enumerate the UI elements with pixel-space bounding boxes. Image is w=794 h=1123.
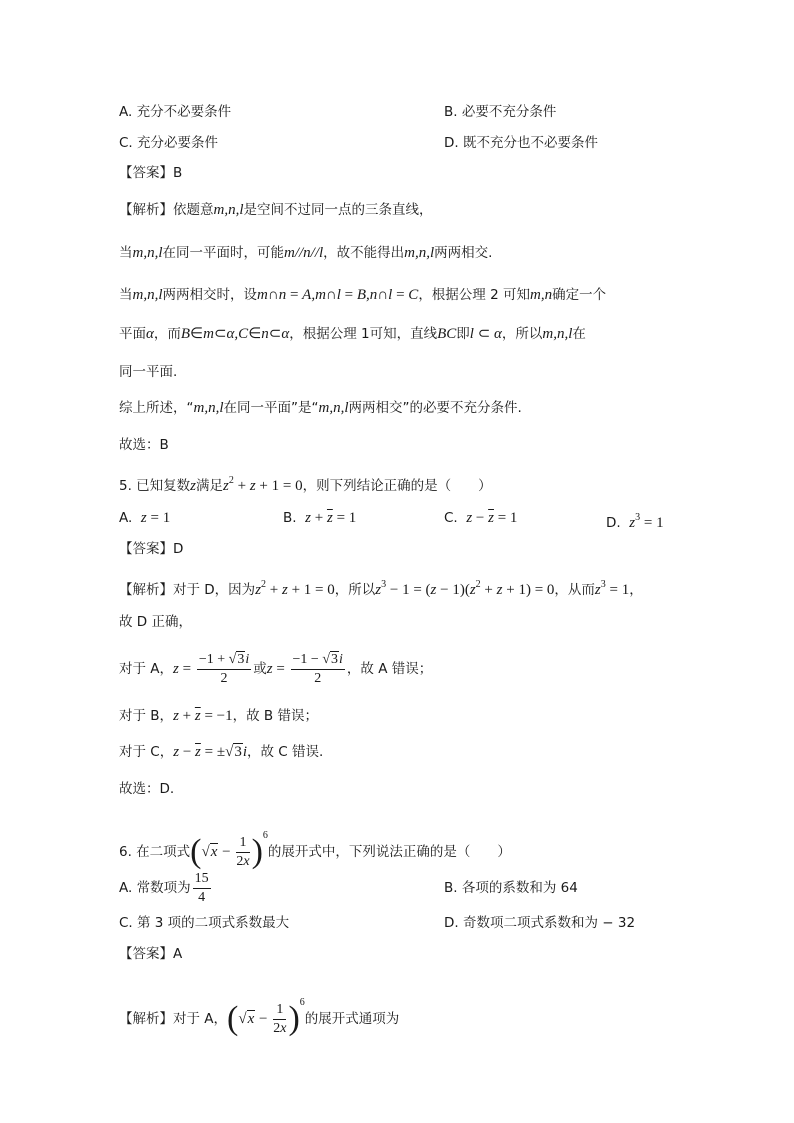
text: 平面 [119,326,146,342]
text: 两两相交”的必要不充分条件. [348,400,522,416]
text: ，从而 [554,582,595,598]
q4-analysis-line4: 平面α，而B∈m⊂α,C∈n⊂α，根据公理 1可知，直线BC即l ⊂ α，所以m,n,l在 [119,326,586,342]
q5-conclusion: 故选：D. [119,781,175,797]
q6-option-c: C. 第 3 项的二项式系数最大 [119,915,290,931]
text: 的展开式中，下列说法正确的是（ ） [267,844,511,860]
q5-stem: 5. 已知复数z满足$z^2 + z + 1 = 0$，则下列结论正确的是（ ） [119,475,492,494]
math: m,n,l [404,245,435,261]
text: 对于 B， [119,708,174,724]
text: ，根据公理 1可知，直线 [289,326,438,342]
q6-answer: 【答案】A [119,946,183,962]
math: m,n,l [542,326,573,342]
text: 确定一个 [552,287,607,303]
text: 满足 [196,478,224,494]
q4-option-c: C. 充分必要条件 [119,135,219,151]
math: m,n [529,287,553,303]
math: B [180,326,191,342]
text: ，故 B 错误； [232,708,318,724]
text: A. 常数项为 [119,880,191,896]
text: 对于 C， [119,744,174,760]
math: α [146,326,154,342]
q4-option-b: B. 必要不充分条件 [444,104,557,120]
fraction: $\frac{1}{2x}$ [273,1001,287,1036]
math: m,n,l [193,400,224,416]
q4-answer: 【答案】B [119,165,183,181]
q5-analysis-line4: 对于 B，$z + \overline{z} = -1$，故 B 错误； [119,708,318,724]
math: m [257,287,268,303]
text: 5. 已知复数 [119,478,191,494]
q4-option-d: D. 既不充分也不必要条件 [444,135,598,151]
q6-analysis-line1: 【解析】对于 A，(√x − $\frac{1}{2x}$ )$^6$的展开式通项为 [119,997,400,1037]
math: m//n//l [284,245,324,261]
q6-option-d: D. 奇数项二项式系数和为 − 32 [444,915,636,931]
math: BC [437,326,457,342]
text: 在同一平面时，可能 [162,245,284,261]
text: ，故不能得出 [323,245,405,261]
text: 对于 D，因为 [173,582,256,598]
text: 当 [119,245,133,261]
text: 对于 A， [119,661,174,677]
q5-option-a: A. z = 1 [119,510,171,526]
text: 6. 在二项式 [119,844,191,860]
math: m,n,l [132,287,163,303]
q4-analysis-line3: 当m,n,l两两相交时，设m∩n = A,m∩l = B,n∩l = C，根据公理 2 可知m,n确定一个 [119,287,607,303]
text: 或 [253,661,267,677]
text: 的展开式通项为 [304,1011,400,1027]
math: m,n,l [132,245,163,261]
q5-analysis-line3: 对于 A，z = $\frac{-1 + √3i}{2}$ 或z = $\frac{-1 - √3i}{2}$ ，故 A 错误； [119,651,433,686]
text: 在 [572,326,586,342]
q6-option-b: B. 各项的系数和为 64 [444,880,578,896]
q4-analysis-line2 [119,243,492,263]
fraction: $\frac{1}{2x}$ [236,834,250,869]
analysis-label: 【解析】 [119,1011,173,1027]
q5-answer: 【答案】D [119,541,184,557]
q4-analysis-line5: 同一平面. [119,364,178,380]
option-label: D. [606,515,621,531]
option-label: A. [119,510,133,526]
analysis-label: 【解析】 [119,582,173,598]
text: 是空间不过同一点的三条直线， [243,202,433,218]
text: ，则下列结论正确的是（ ） [302,478,492,494]
text: 当 [119,287,133,303]
q5-option-c: C. $z - \overline{z} = 1$ [444,510,518,526]
q5-analysis-line2: 故 D 正确， [119,614,192,630]
text: 综上所述，“ [119,400,194,416]
q4-conclusion: 故选：B [119,437,169,453]
text: ， [629,582,643,598]
q5-option-b: B. $z + \overline{z} = 1$ [283,510,357,526]
text: ，故 A 错误； [346,661,433,677]
option-label: C. [444,510,458,526]
math: l [469,326,474,342]
math: m,n,l [318,400,349,416]
text: ，而 [153,326,181,342]
text: 两两相交. [434,245,493,261]
text: ，故 C 错误. [246,744,324,760]
q5-analysis-line1: 【解析】对于 D，因为$z^2 + z + 1 = 0$，所以$z^3 - 1 = (z - 1)(z^2 + z + 1) = 0$，从而$z^3 = 1$， [119,579,643,598]
q6-stem: 6. 在二项式(√x − $\frac{1}{2x}$ )$^6$的展开式中，下列说法正确的是（ ） [119,830,511,870]
math-mnl: m,n,l [213,202,244,218]
q5-analysis-line5: 对于 C，$z - \overline{z} = \pm√3i$，故 C 错误. [119,744,324,760]
text: ，所以 [334,582,376,598]
q6-option-a [119,868,213,908]
text: 依题意 [173,202,214,218]
q4-analysis-line6 [119,398,522,418]
text: 即 [456,326,470,342]
text: 两两相交时，设 [162,287,257,303]
fraction: $\frac{-1 - √3i}{2}$ [292,651,343,686]
analysis-label: 【解析】 [119,202,173,218]
option-label: B. [283,510,297,526]
q4-option-a: A. 充分不必要条件 [119,104,232,120]
text: ，所以 [501,326,543,342]
text: 对于 A， [173,1011,228,1027]
fraction: $\frac{15}{4}$ [194,870,209,905]
text: 在同一平面”是“ [223,400,319,416]
fraction: $\frac{-1 + √3i}{2}$ [198,651,250,686]
q5-option-d: D. $z^3 = 1$ [606,512,664,531]
q4-analysis-line1 [119,200,433,220]
text: ，根据公理 2 可知 [418,287,530,303]
